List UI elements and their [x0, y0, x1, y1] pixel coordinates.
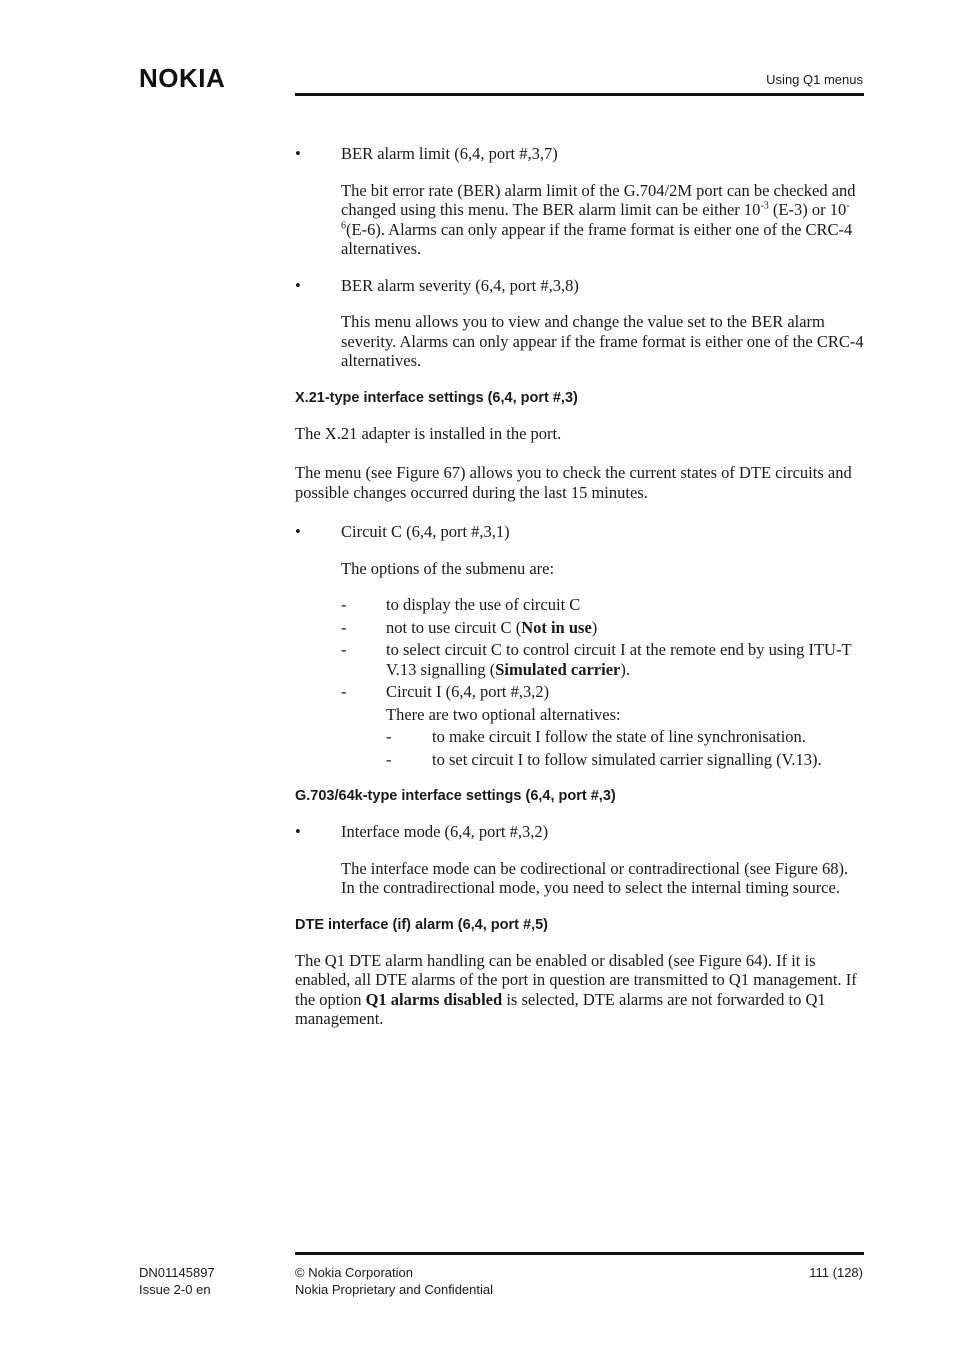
paragraph: The X.21 adapter is installed in the port.	[295, 423, 562, 443]
dash-mark: -	[341, 682, 347, 701]
dash-mark: -	[386, 727, 392, 746]
bullet-text: Interface mode (6,4, port #,3,2)	[341, 822, 549, 841]
confidentiality-text: Nokia Proprietary and Confidential	[295, 1282, 493, 1297]
paragraph: The Q1 DTE alarm handling can be enabled or disabled (see Figure 64). If it is enabled, all DTE alarms of the port in question are transmitted to Q1 management. If the option Q1 alarms disabled is selected, DTE alarms are not forwarded to Q1 management.	[295, 950, 857, 1028]
paragraph: The options of the submenu are:	[341, 558, 555, 578]
document-id: DN01145897	[139, 1265, 215, 1280]
nokia-logo-text: NOKIA	[139, 64, 226, 92]
footer-page-number	[809, 1264, 863, 1281]
paragraph: The interface mode can be codirectional or contradirectional (see Figure 68). In the contradirectional mode, you need to select the internal timing source.	[341, 858, 849, 897]
paragraph: The bit error rate (BER) alarm limit of the G.704/2M port can be checked and changed using this menu. The BER alarm limit can be either $10^{-3}$ (E-3) or $10^{-6}(E-6)$. Alarms can only appear if the frame format is either one of the CRC-4 alternatives.	[341, 180, 856, 258]
dash-item: - Circuit I (6,4, port #,3,2)	[341, 682, 550, 701]
section-heading: X.21-type interface settings (6,4, port #,3)	[295, 389, 578, 406]
bullet-text: Circuit C (6,4, port #,3,1)	[341, 522, 510, 541]
paragraph: This menu allows you to view and change the value set to the BER alarm severity. Alarms can only appear if the frame format is either one of the CRC-4 alternatives.	[341, 312, 864, 370]
nokia-logo	[139, 64, 255, 92]
bullet-mark: •	[295, 522, 301, 541]
bullet-mark: •	[295, 275, 301, 295]
bullet-item	[295, 276, 864, 296]
bullet-mark: •	[295, 144, 301, 163]
bullet-item	[295, 144, 864, 164]
footer-rule	[295, 1252, 864, 1255]
bullet-text: BER alarm limit (6,4, port #,3,7)	[341, 144, 558, 163]
footer-copyright	[295, 1264, 493, 1298]
dash-mark: -	[386, 749, 392, 769]
sub-dash-item: - to make circuit I follow the state of line synchronisation.	[386, 727, 806, 746]
section-heading: G.703/64k-type interface settings (6,4, port #,3)	[295, 788, 616, 804]
header-rule	[295, 93, 864, 96]
dash-mark: -	[341, 640, 347, 659]
issue-number: Issue 2-0 en	[139, 1282, 211, 1297]
dash-item: - to select circuit C to control circuit I at the remote end by using ITU-T V.13 signalling (Simulated carrier).	[341, 640, 852, 679]
page-body	[295, 144, 864, 1029]
footer-document-info	[139, 1264, 215, 1298]
running-head: Using Q1 menus	[766, 72, 863, 87]
dash-subtext: There are two optional alternatives:	[386, 704, 621, 724]
sub-dash-item: - to set circuit I to follow simulated carrier signalling (V.13).	[386, 749, 822, 769]
dash-item: - not to use circuit C (Not in use)	[341, 617, 598, 637]
dash-mark: -	[341, 595, 347, 614]
bullet-item	[295, 522, 864, 542]
paragraph: The menu (see Figure 67) allows you to check the current states of DTE circuits and possible changes occurred during the last 15 minutes.	[295, 463, 852, 502]
bullet-mark: •	[295, 822, 301, 841]
nokia-logo-mark	[139, 64, 255, 92]
copyright-text: © Nokia Corporation	[295, 1265, 413, 1280]
dash-mark: -	[341, 617, 347, 637]
section-heading: DTE interface (if) alarm (6,4, port #,5)	[295, 916, 549, 933]
bullet-item	[295, 822, 864, 842]
dash-item: - to display the use of circuit C	[341, 595, 581, 614]
bullet-text: BER alarm severity (6,4, port #,3,8)	[341, 275, 579, 295]
page-number: 111 (128)	[809, 1265, 863, 1280]
